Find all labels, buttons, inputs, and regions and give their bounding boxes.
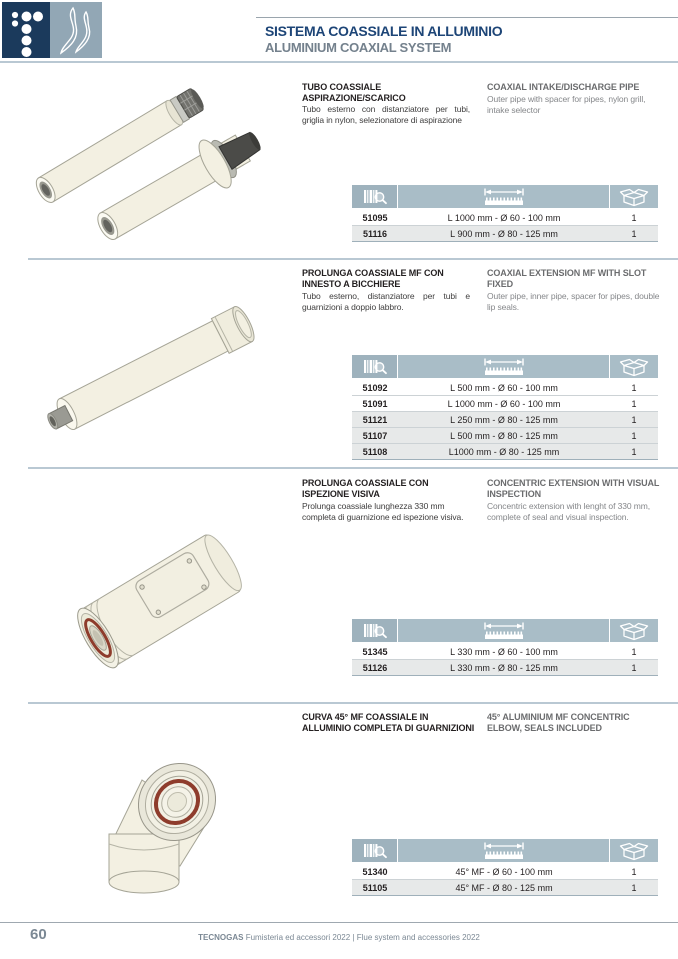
product-code: 51340 xyxy=(362,866,388,877)
table-header xyxy=(352,355,658,378)
package-qty: 1 xyxy=(631,882,637,893)
package-qty: 1 xyxy=(631,446,637,457)
package-column-header xyxy=(610,355,658,378)
dimension-column-header xyxy=(398,839,610,862)
footer-brand: TECNOGAS xyxy=(198,933,244,942)
tecnogas-dots-icon xyxy=(2,2,50,58)
section-divider xyxy=(28,467,678,469)
dimension-column-header xyxy=(398,355,610,378)
code-column-header xyxy=(352,185,398,208)
product-table xyxy=(352,355,658,460)
package-qty: 1 xyxy=(631,646,637,657)
barcode-search-icon xyxy=(363,623,387,639)
package-qty: 1 xyxy=(631,866,637,877)
product-code: 51095 xyxy=(362,212,388,223)
product-dimension: L 500 mm - Ø 60 - 100 mm xyxy=(450,382,558,393)
tecnogas-logo xyxy=(2,2,50,58)
table-row xyxy=(352,864,658,880)
package-box-icon xyxy=(619,621,649,641)
package-box-icon xyxy=(619,841,649,861)
package-qty: 1 xyxy=(631,212,637,223)
product-dimension: L 1000 mm - Ø 60 - 100 mm xyxy=(447,212,561,223)
product-table xyxy=(352,185,658,242)
product-code: 51092 xyxy=(362,382,388,393)
page-subtitle: ALUMINIUM COAXIAL SYSTEM xyxy=(265,40,452,55)
table-header xyxy=(352,619,658,642)
product-code: 51108 xyxy=(362,446,388,457)
table-header xyxy=(352,839,658,862)
package-qty: 1 xyxy=(631,414,637,425)
section-desc-it: Tubo esterno con distanziatore per tubi, griglia in nylon, selezionatore di aspirazione xyxy=(302,104,470,125)
section-desc-it: Tubo esterno, distanziatore per tubi e guarnizioni a doppio labbro. xyxy=(302,291,470,312)
code-column-header xyxy=(352,839,398,862)
package-box-icon xyxy=(619,357,649,377)
section-title-en: COAXIAL INTAKE/DISCHARGE PIPE xyxy=(487,82,640,92)
product-dimension: 45° MF - Ø 60 - 100 mm xyxy=(455,866,553,877)
product-image-coaxial-extension xyxy=(25,282,291,457)
product-image-intake-discharge-pipe xyxy=(28,85,304,262)
product-dimension: 45° MF - Ø 80 - 125 mm xyxy=(455,882,553,893)
table-row xyxy=(352,660,658,676)
barcode-search-icon xyxy=(363,843,387,859)
header-rule xyxy=(256,17,678,18)
product-code: 51121 xyxy=(362,414,388,425)
package-qty: 1 xyxy=(631,228,637,239)
product-dimension: L 250 mm - Ø 80 - 125 mm xyxy=(450,414,558,425)
section-title-en: COAXIAL EXTENSION MF WITH SLOT FIXED xyxy=(487,268,647,289)
product-dimension: L 500 mm - Ø 80 - 125 mm xyxy=(450,430,558,441)
flame-icon xyxy=(50,2,102,58)
ruler-dimension-icon xyxy=(474,358,534,376)
product-image-45-elbow xyxy=(82,748,246,909)
product-code: 51345 xyxy=(362,646,388,657)
footer-rule xyxy=(0,922,678,923)
section-divider xyxy=(28,258,678,260)
product-code: 51091 xyxy=(362,398,388,409)
section-title-it: PROLUNGA COASSIALE CON ISPEZIONE VISIVA xyxy=(302,478,429,499)
table-row xyxy=(352,396,658,412)
table-row xyxy=(352,644,658,660)
product-table xyxy=(352,839,658,896)
product-dimension: L 330 mm - Ø 80 - 125 mm xyxy=(450,662,558,673)
package-qty: 1 xyxy=(631,430,637,441)
table-header xyxy=(352,185,658,208)
section-desc-en: Outer pipe, inner pipe, spacer for pipes, double lip seals. xyxy=(487,291,660,312)
product-code: 51105 xyxy=(362,882,388,893)
table-row xyxy=(352,380,658,396)
ruler-dimension-icon xyxy=(474,842,534,860)
package-column-header xyxy=(610,839,658,862)
table-row xyxy=(352,412,658,428)
product-dimension: L 900 mm - Ø 80 - 125 mm xyxy=(450,228,558,239)
code-column-header xyxy=(352,355,398,378)
section-title-it: TUBO COASSIALE ASPIRAZIONE/SCARICO xyxy=(302,82,406,103)
barcode-search-icon xyxy=(363,189,387,205)
code-column-header xyxy=(352,619,398,642)
section-title-en: CONCENTRIC EXTENSION WITH VISUAL INSPECTION xyxy=(487,478,660,499)
table-row xyxy=(352,444,658,460)
product-image-inspection-extension xyxy=(52,492,272,693)
footer-caption: Fumisteria ed accessori 2022 | Flue system and accessories 2022 xyxy=(245,933,480,942)
table-row xyxy=(352,226,658,242)
section-title-it: CURVA 45° MF COASSIALE IN ALLUMINIO COMPLETA DI GUARNIZIONI xyxy=(302,712,475,733)
dimension-column-header xyxy=(398,185,610,208)
dimension-column-header xyxy=(398,619,610,642)
table-row xyxy=(352,880,658,896)
package-column-header xyxy=(610,185,658,208)
footer-text xyxy=(0,933,678,942)
page-title: SISTEMA COASSIALE IN ALLUMINIO xyxy=(265,23,503,39)
package-qty: 1 xyxy=(631,398,637,409)
section-title-en: 45° ALUMINIUM MF CONCENTRIC ELBOW, SEALS INCLUDED xyxy=(487,712,630,733)
table-row xyxy=(352,210,658,226)
header-divider xyxy=(0,61,678,63)
section-desc-en: Concentric extension with lenght of 330 mm, complete of seal and visual inspection. xyxy=(487,501,650,522)
barcode-search-icon xyxy=(363,359,387,375)
package-qty: 1 xyxy=(631,382,637,393)
package-qty: 1 xyxy=(631,662,637,673)
page-number: 60 xyxy=(30,926,47,943)
table-row xyxy=(352,428,658,444)
product-dimension: L 330 mm - Ø 60 - 100 mm xyxy=(450,646,558,657)
section-divider xyxy=(28,702,678,704)
section-desc-en: Outer pipe with spacer for pipes, nylon grill, intake selector xyxy=(487,94,646,115)
flue-logo xyxy=(50,2,102,58)
section-desc-it: Prolunga coassiale lunghezza 330 mm completa di guarnizione ed ispezione visiva. xyxy=(302,501,464,522)
section-title-it: PROLUNGA COASSIALE MF CON INNESTO A BICCHIERE xyxy=(302,268,444,289)
ruler-dimension-icon xyxy=(474,188,534,206)
package-box-icon xyxy=(619,187,649,207)
product-code: 51107 xyxy=(362,430,388,441)
product-code: 51116 xyxy=(362,228,388,239)
product-code: 51126 xyxy=(362,662,388,673)
product-dimension: L1000 mm - Ø 80 - 125 mm xyxy=(448,446,560,457)
package-column-header xyxy=(610,619,658,642)
ruler-dimension-icon xyxy=(474,622,534,640)
product-table xyxy=(352,619,658,676)
product-dimension: L 1000 mm - Ø 60 - 100 mm xyxy=(447,398,561,409)
